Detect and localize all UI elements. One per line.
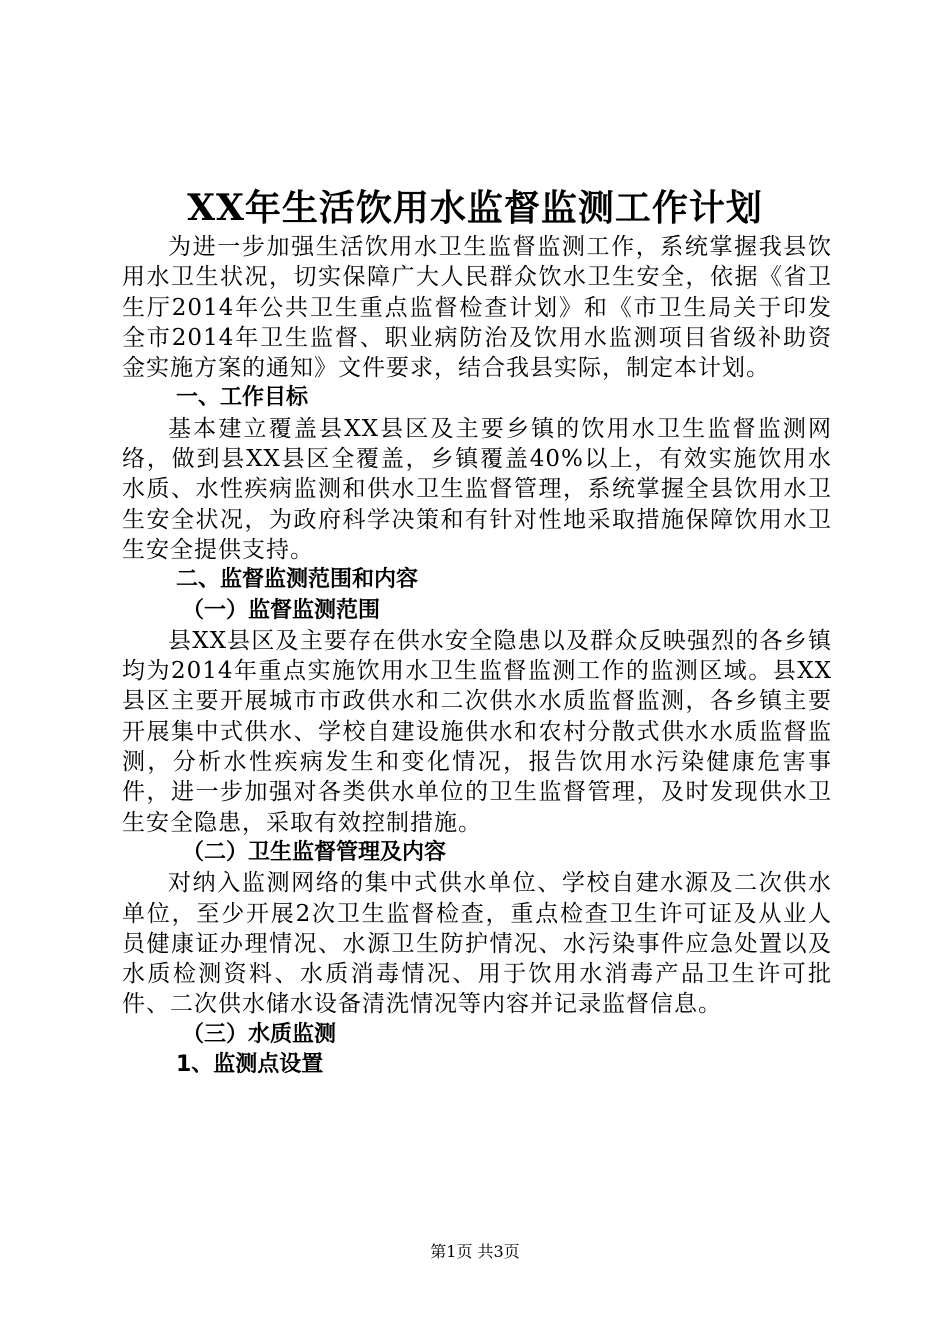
goals-paragraph: 基本建立覆盖县XX县区及主要乡镇的饮用水卫生监督监测网络，做到县XX县区全覆盖，乡镇覆盖40%以上，有效实施饮用水水质、水性疾病监测和供水卫生监督管理，系统掌握全县饮用水卫生安全状况，为政府科学决策和有针对性地采取措施保障饮用水卫生安全提供支持。 bbox=[122, 415, 832, 563]
section-heading-goals: 一、工作目标 bbox=[176, 385, 309, 411]
subsection-heading-management: （二）卫生监督管理及内容 bbox=[182, 839, 447, 865]
document-body bbox=[122, 232, 832, 1080]
item-heading-monitoring-points: 1、监测点设置 bbox=[176, 1052, 324, 1078]
document-title: XX年生活饮用水监督监测工作计划 bbox=[187, 187, 763, 229]
page-footer: 第1页 共3页 bbox=[430, 1242, 520, 1261]
section-heading-scope: 二、监督监测范围和内容 bbox=[176, 567, 419, 593]
subsection-heading-scope: （一）监督监测范围 bbox=[182, 597, 381, 623]
intro-paragraph: 为进一步加强生活饮用水卫生监督监测工作，系统掌握我县饮用水卫生状况，切实保障广大人民群众饮水卫生安全，依据《省卫生厅2014年公共卫生重点监督检查计划》和《市卫生局关于印发全市2014年卫生监督、职业病防治及饮用水监测项目省级补助资金实施方案的通知》文件要求，结合我县实际，制定本计划。 bbox=[122, 234, 832, 382]
subsection-heading-water-quality: （三）水质监测 bbox=[182, 1021, 337, 1047]
management-paragraph: 对纳入监测网络的集中式供水单位、学校自建水源及二次供水单位，至少开展2次卫生监督检查，重点检查卫生许可证及从业人员健康证办理情况、水源卫生防护情况、水污染事件应急处置以及水质检测资料、水质消毒情况、用于饮用水消毒产品卫生许可批件、二次供水储水设备清洗情况等内容并记录监督信息。 bbox=[122, 870, 832, 1018]
scope-paragraph: 县XX县区及主要存在供水安全隐患以及群众反映强烈的各乡镇均为2014年重点实施饮用水卫生监督监测工作的监测区域。县XX县区主要开展城市市政供水和二次供水水质监督监测，各乡镇主要开展集中式供水、学校自建设施供水和农村分散式供水水质监督监测，分析水性疾病发生和变化情况，报告饮用水污染健康危害事件，进一步加强对各类供水单位的卫生监督管理，及时发现供水卫生安全隐患，采取有效控制措施。 bbox=[122, 627, 832, 836]
